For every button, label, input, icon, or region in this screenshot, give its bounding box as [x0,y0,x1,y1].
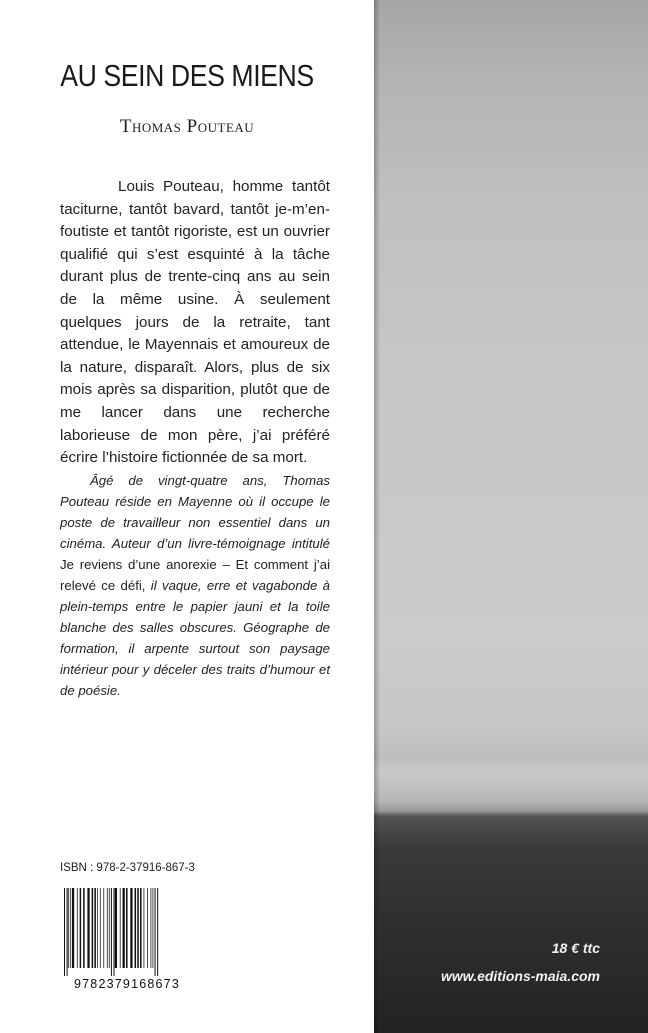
author-bio-outro: il vaque, erre et vagabonde à plein-temps entre le papier jauni et la toile blanche des salles obscures. Géographe de formation, il arpente surtout son paysage intérieur pour y déceler des traits d’humour et de poésie. [60,578,330,698]
barcode-bar [147,888,148,968]
barcode-bar [140,888,142,968]
barcode-digits: 9782379168673 [74,977,180,991]
barcode-bar [103,888,104,968]
barcode-guard-bar [157,888,158,976]
spine-shadow [374,0,380,1033]
barcode-bar [100,888,101,968]
barcode-guard-bar [111,888,112,976]
barcode-bar [109,888,110,968]
barcode-guard-bar [67,888,68,976]
barcode-bar [80,888,82,968]
barcode-bar [153,888,154,968]
barcode-bar [83,888,85,968]
book-summary: Louis Pouteau, homme tantôt taciturne, tantôt bavard, tantôt je-m’en-foutiste et tantôt rigoriste, est un ouvrier qualifié qui s’est esquinté à la tâche durant plus de trente-cinq ans au sein de la même usine. À seulement quelques jours de la retraite, tant attendue, le Mayennais et amoureux de la nature, disparaît. Alors, plus de six mois après sa disparition, plutôt que de me lancer dans une recherche laborieuse de mon père, j’ai préféré écrire l’histoire fictionnée de sa mort. [60,178,330,467]
barcode-bars [64,888,158,976]
barcode-guard-bar [114,888,115,976]
barcode-bar [107,888,108,968]
barcode-bar [92,888,94,968]
barcode-bar [77,888,78,968]
isbn-label: ISBN : 978-2-37916-867-3 [60,862,195,874]
barcode-bar [94,888,96,968]
author-bio-book-title: Je reviens d’une anorexie – Et comment j’ai relevé ce défi, [60,557,330,593]
book-title: AU SEIN DES MIENS [60,58,314,93]
barcode-bar [97,888,98,968]
author-bio-intro: Âgé de vingt-quatre ans, Thomas Pouteau réside en Mayenne où il occupe le poste de travailleur non essentiel dans un cinéma. Auteur d’un livre-témoignage intitulé [60,473,330,551]
barcode-bar [70,888,71,968]
price-label: 18 € ttc [551,940,600,956]
barcode-bar [151,888,152,968]
barcode-bar [87,888,89,968]
barcode-bar [120,888,121,968]
author-bio [60,470,330,701]
author-name: Thomas Pouteau [119,116,255,137]
barcode-bar [130,888,132,968]
barcode-bar [137,888,139,968]
barcode-guard-bar [64,888,65,976]
barcode [60,886,194,992]
barcode-bar [72,888,74,968]
barcode-guard-bar [155,888,156,976]
barcode-bar [126,888,128,968]
barcode-bar [135,888,137,968]
barcode-bar [115,888,117,968]
sea-photograph [374,0,648,1033]
barcode-bar [68,888,69,968]
barcode-bar [144,888,145,968]
publisher-website: www.editions-maia.com [441,968,600,984]
barcode-bar [123,888,125,968]
